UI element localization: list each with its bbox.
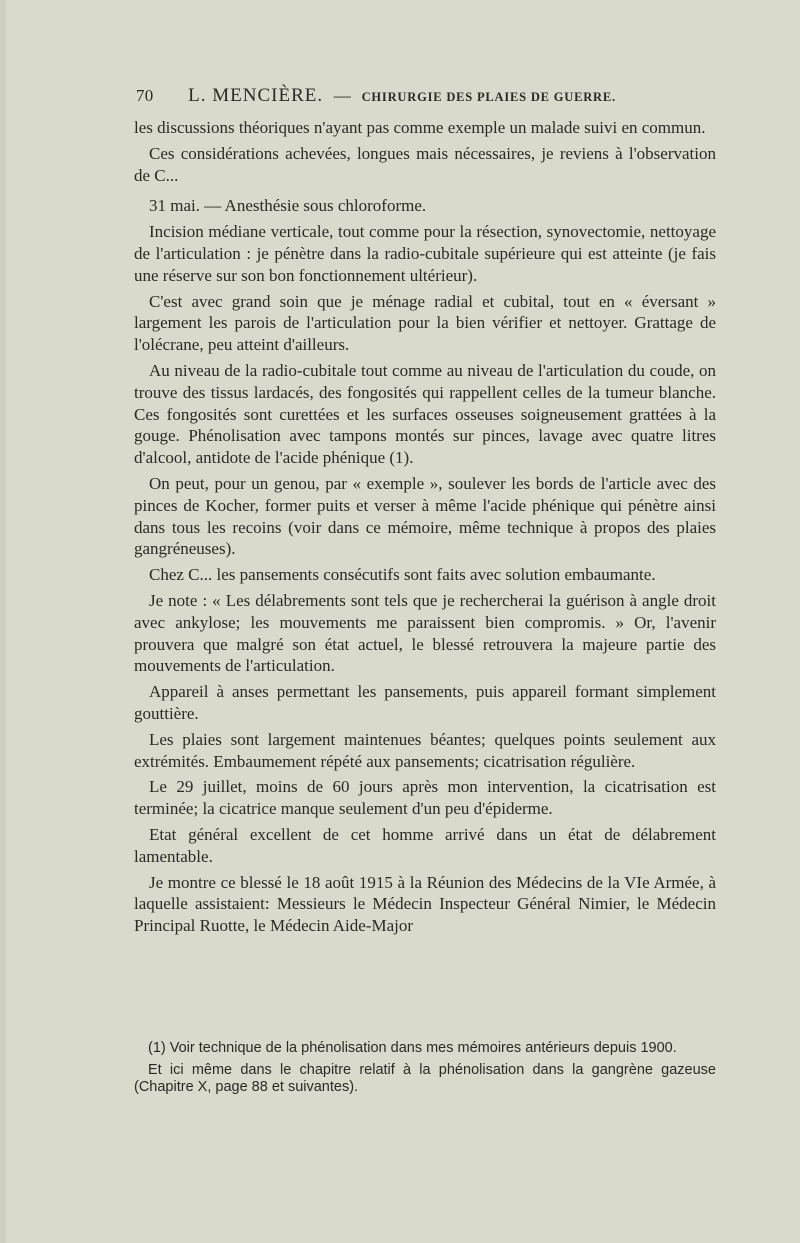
footnote: Et ici même dans le chapitre relatif à la phénolisation dans la gangrène gazeuse (Chapitre X, page 88 et suivantes).: [134, 1061, 716, 1095]
paragraph: les discussions théoriques n'ayant pas comme exemple un malade suivi en commun.: [134, 118, 706, 137]
header-author: L. MENCIÈRE.: [188, 85, 324, 106]
paragraph: 31 mai. — Anesthésie sous chloroforme.: [149, 196, 427, 216]
page-edge: [0, 0, 6, 1243]
paragraph: Je note : « Les délabrements sont tels que je rechercherai la guérison à angle droit avec ankylose; les mouvements me paraissent bien compromis. » Or, l'avenir prouvera que malgré son état actuel, le blessé retrouvera la majeure partie des mouvements de l'articulation.: [134, 590, 716, 676]
paragraph: Le 29 juillet, moins de 60 jours après mon intervention, la cicatrisation est terminée; la cicatrice manque seulement d'un peu d'épiderme.: [134, 777, 716, 819]
running-header: [136, 85, 726, 107]
paragraph: Ces considérations achevées, longues mais nécessaires, je reviens à l'observation de C...: [134, 143, 716, 185]
header-separator: —: [333, 86, 352, 105]
paragraph: Etat général excellent de cet homme arrivé dans un état de délabrement lamentable.: [134, 824, 716, 866]
paragraph: Au niveau de la radio-cubitale tout comme au niveau de l'articulation du coude, on trouve des tissus lardacés, des fongosités qui rappellent celles de la tumeur blanche. Ces fongosités sont curettées et les surfaces osseuses soigneusement grattées à la gouge. Phénolisation avec tampons montés sur pinces, lavage avec quatre litres d'alcool, antidote de l'acide phénique (1).: [134, 360, 716, 468]
body-text: [134, 117, 716, 941]
paragraph: Chez C... les pansements consécutifs sont faits avec solution embaumante.: [149, 565, 656, 585]
footnote: (1) Voir technique de la phénolisation dans mes mémoires antérieurs depuis 1900.: [148, 1040, 677, 1056]
paragraph: Je montre ce blessé le 18 août 1915 à la Réunion des Médecins de la VIe Armée, à laquelle assistaient: Messieurs le Médecin Inspecteur Général Nimier, le Médecin Principal Ruotte, le Médecin Aide-Major: [134, 872, 716, 936]
footnotes: [134, 1040, 716, 1097]
paragraph: Incision médiane verticale, tout comme pour la résection, synovectomie, nettoyage de l'articulation : je pénètre dans la radio-cubitale supérieure qui est atteinte (je fais une réserve sur son bon fonctionnement ultérieur).: [134, 222, 716, 285]
paragraph: Les plaies sont largement maintenues béantes; quelques points seulement aux extrémités. Embaumement répété aux pansements; cicatrisation régulière.: [134, 729, 716, 771]
paragraph: Appareil à anses permettant les pansements, puis appareil formant simplement gouttière.: [134, 682, 716, 723]
page-number: 70: [136, 86, 154, 105]
header-title: CHIRURGIE DES PLAIES DE GUERRE.: [361, 90, 616, 104]
paragraph: C'est avec grand soin que je ménage radial et cubital, tout en « éversant » largement les parois de l'articulation pour la bien vérifier et nettoyer. Grattage de l'olécrane, peu atteint d'ailleurs.: [134, 291, 716, 355]
paragraph: On peut, pour un genou, par « exemple », soulever les bords de l'article avec des pinces de Kocher, former puits et verser à même l'acide phénique qui pénètre ainsi dans tous les recoins (voir dans ce mémoire, même technique à propos des plaies gangréneuses).: [134, 473, 716, 559]
